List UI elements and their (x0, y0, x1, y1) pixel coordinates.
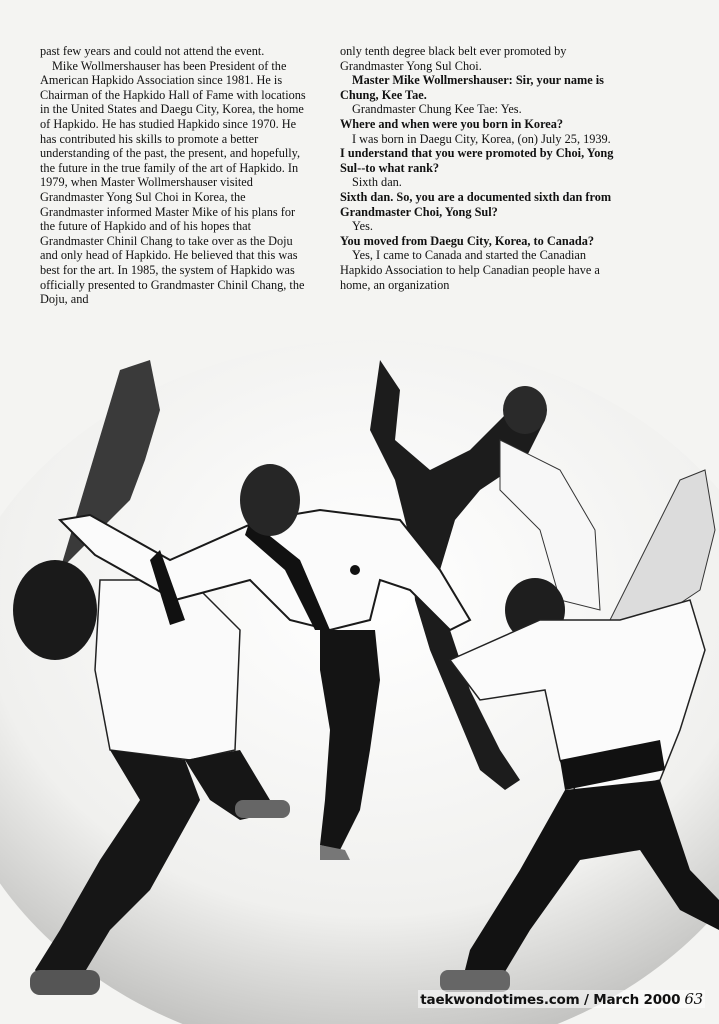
martial-arts-photo (0, 330, 719, 1024)
paragraph: Mike Wollmershauser has been President of the American Hapkido Association since 1981. He is Chairman of the Hapkido Hall of Fame with locations in the United States and Daegu City, Korea, the home of Hapkido. He has studied Hapkido since 1970. He has contributed his skills to promote a better understanding of the past, the present, and hopefully, the future in the true family of the art of Hapkido. In 1979, when Master Wollmershauser visited Grandmaster Yong Sul Choi in Korea, the Grandmaster informed Master Mike of his plans for the future of Hapkido and of his hopes that Grandmaster Chinil Chang to take over as the Doju and only head of Hapkido. He believed that this was best for the art. In 1985, the system of Hapkido was officially presented to Grandmaster Chinil Chang, the Doju, and (40, 58, 306, 307)
page-footer (418, 990, 705, 1008)
interview-answer: Yes. (352, 219, 373, 234)
right-text-column (340, 44, 624, 292)
interview-question: I understand that you were promoted by Choi, Yong Sul--to what rank? (340, 146, 614, 175)
interview-question: Where and when were you born in Korea? (340, 116, 564, 131)
interview-question: You moved from Daegu City, Korea, to Canada? (340, 233, 595, 248)
paragraph: past few years and could not attend the event. (40, 44, 265, 58)
interview-answer: I was born in Daegu City, Korea, (on) July 25, 1939. (352, 131, 611, 146)
paragraph: only tenth degree black belt ever promoted by Grandmaster Yong Sul Choi. (340, 44, 567, 73)
page-number: 63 (684, 990, 703, 1008)
footer-site-date: taekwondotimes.com / March 2000 (420, 992, 681, 1008)
interview-question: Master Mike Wollmershauser: Sir, your name is Chung, Kee Tae. (340, 73, 604, 102)
interview-answer: Yes, I came to Canada and started the Canadian Hapkido Association to help Canadian people have a home, an organization (340, 248, 600, 292)
left-text-column (40, 44, 308, 307)
interview-question: Sixth dan. So, you are a documented sixth dan from Grandmaster Choi, Yong Sul? (340, 189, 612, 219)
interview-answer: Sixth dan. (352, 175, 402, 190)
interview-answer: Grandmaster Chung Kee Tae: Yes. (352, 102, 522, 117)
